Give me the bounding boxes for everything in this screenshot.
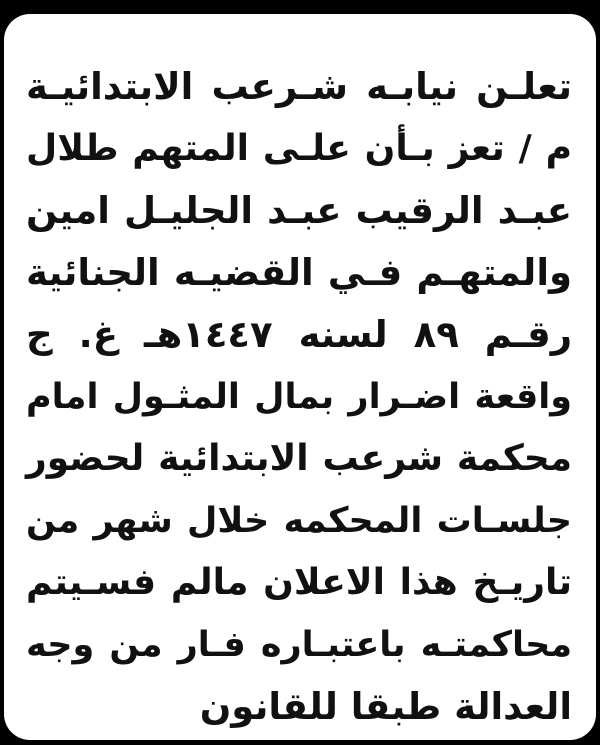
notice-line-11: العدالة طبقا للقانون — [199, 685, 572, 728]
notice-line-2: م / تعز بـأن علـى المتهم طلال — [26, 128, 572, 169]
notice-line-9: تاريـخ هذا الاعلان مالم فسـيتم — [26, 562, 572, 603]
notice-line-3: عبـد الرقيب عبـد الجليـل امين — [26, 189, 572, 232]
notice-line-7: محكمة شرعب الابتدائية لحضور — [26, 438, 572, 479]
notice-line-1: تعلـن نيابـه شـرعب الابتدائيـة — [26, 65, 572, 108]
notice-line-4: والمتهـم فـي القضيـه الجنائية — [26, 251, 572, 294]
notice-line-5: رقـم ٨٩ لسنه ١٤٤٧هـ غ. ج — [26, 313, 572, 356]
notice-text — [26, 56, 572, 738]
notice-card — [4, 14, 596, 740]
notice-line-8: جلسـات المحكمه خلال شهر من — [26, 501, 572, 541]
notice-line-10: محاكمتـه باعتبـاره فـار من وجه — [26, 625, 572, 665]
notice-line-6: واقعة اضـرار بمال المثـول امام — [26, 377, 572, 417]
